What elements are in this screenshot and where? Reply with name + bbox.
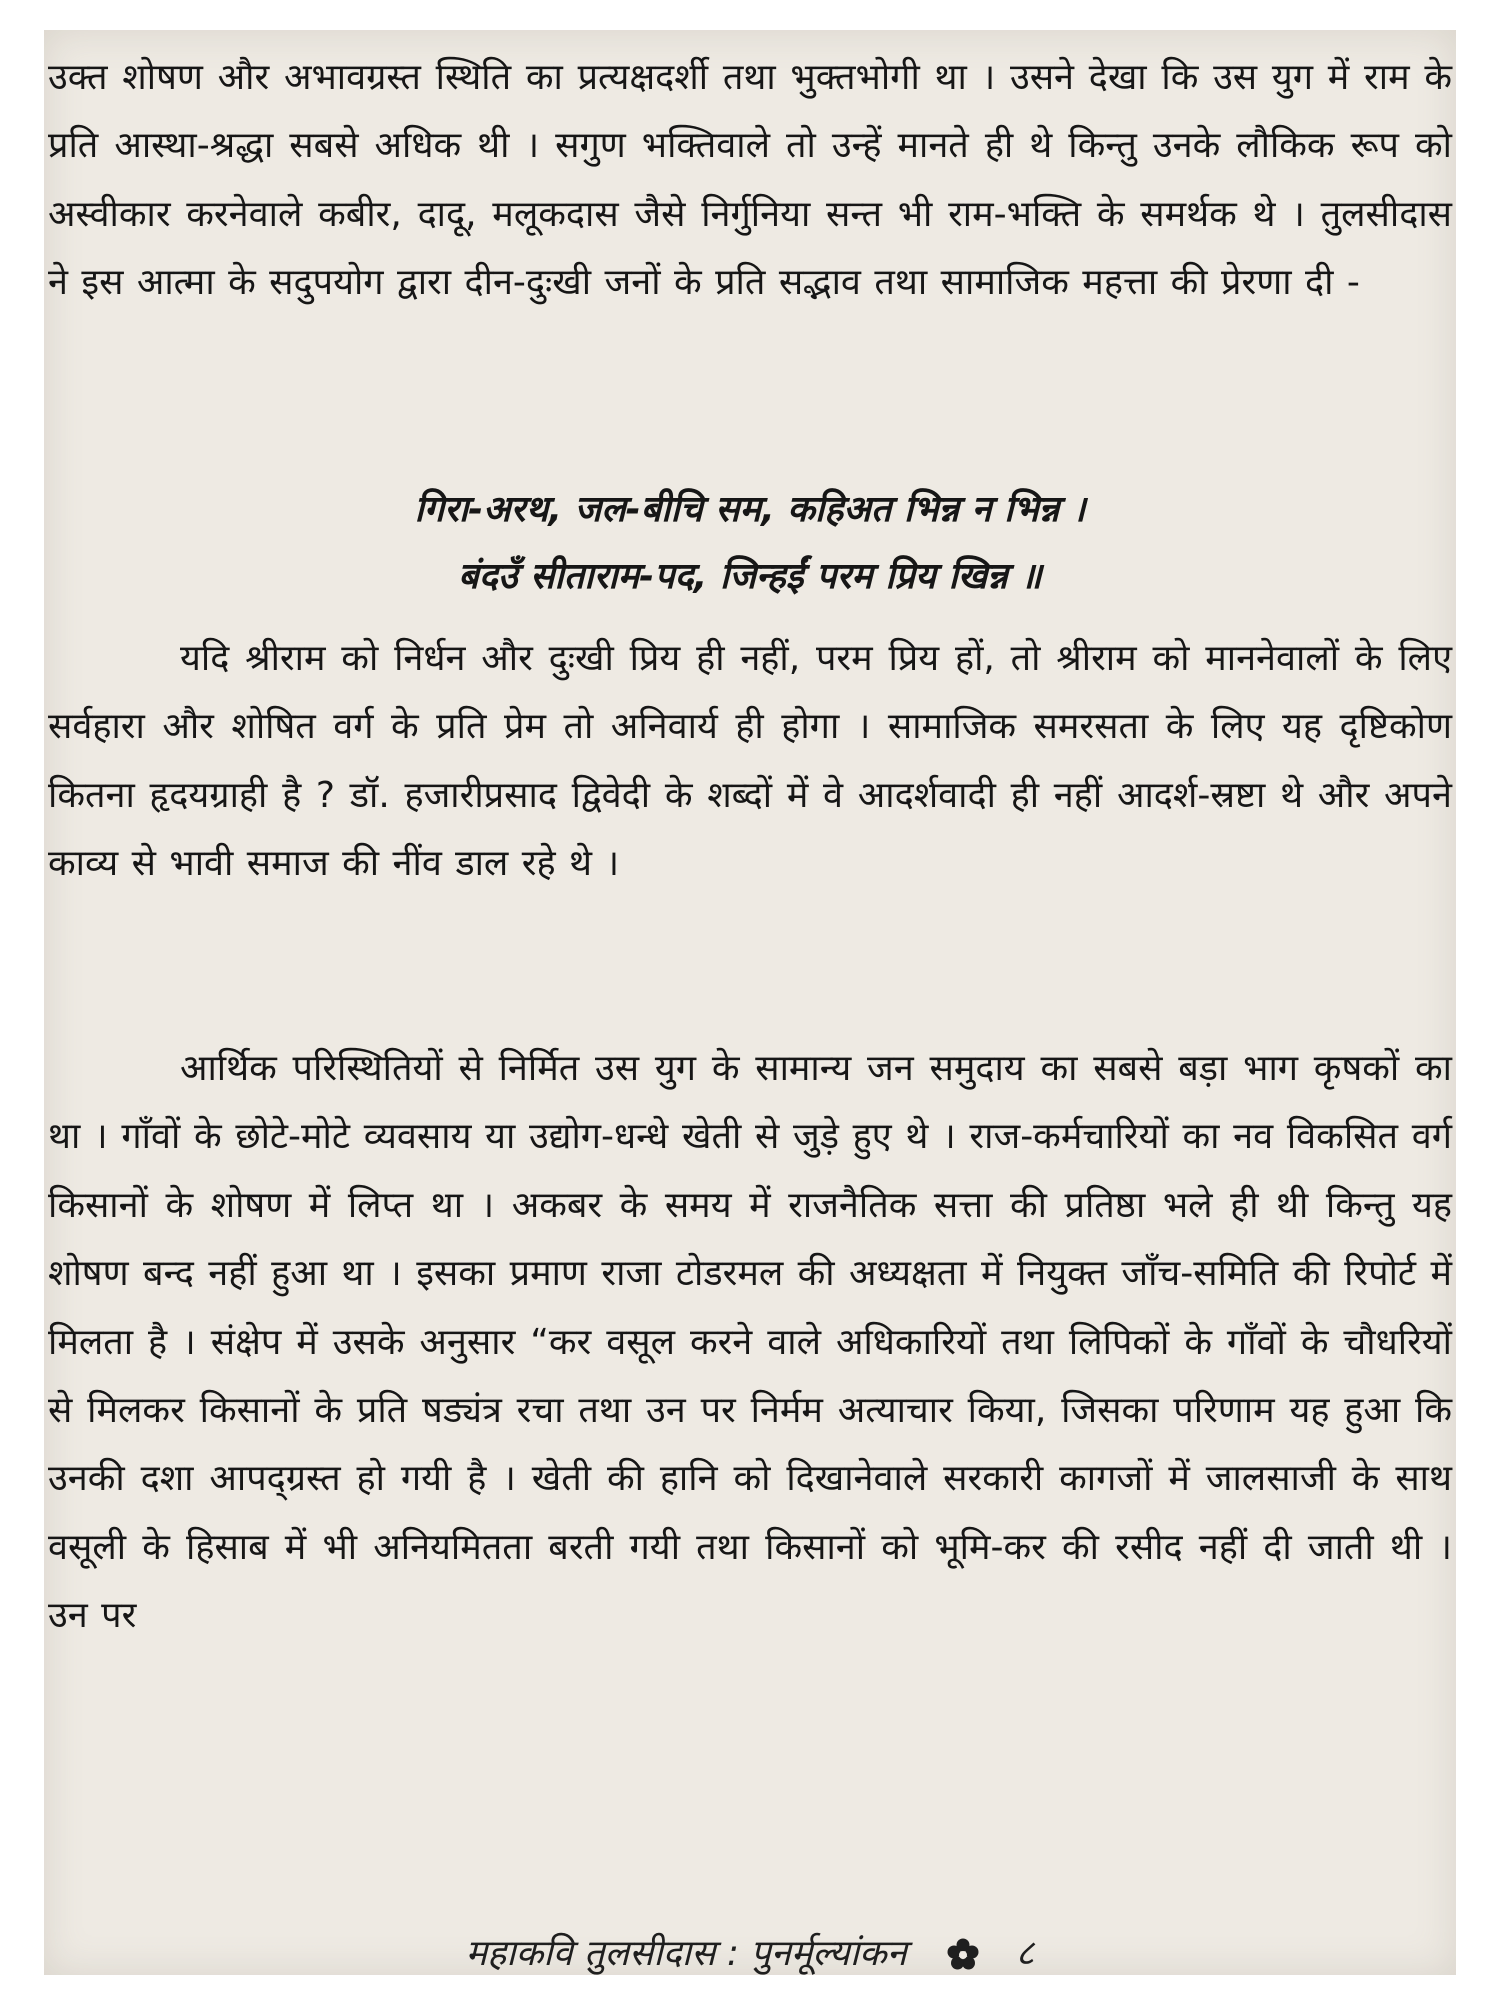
flower-icon: [946, 1937, 980, 1971]
verse-line-2: बंदउँ सीताराम-पद, जिन्हईं परम प्रिय खिन्न ॥: [458, 556, 1042, 597]
paragraph-1: उक्त शोषण और अभावग्रस्त स्थिति का प्रत्यक्षदर्शी तथा भुक्तभोगी था । उसने देखा कि उस युग में राम के प्रति आस्था-श्रद्धा सबसे अधिक थी । सगुण भक्तिवाले तो उन्हें मानते ही थे किन्तु उनके लौकिक रूप को अस्वीकार करनेवाले कबीर, दादू, मलूकदास जैसे निर्गुनिया सन्त भी राम-भक्ति के समर्थक थे । तुलसीदास ने इस आत्मा के सदुपयोग द्वारा दीन-दुःखी जनों के प्रति सद्भाव तथा सामाजिक महत्ता की प्रेरणा दी -: [48, 57, 1452, 304]
paragraph-3: आर्थिक परिस्थितियों से निर्मित उस युग के सामान्य जन समुदाय का सबसे बड़ा भाग कृषकों का था । गाँवों के छोटे-मोटे व्यवसाय या उद्योग-धन्धे खेती से जुड़े हुए थे । राज-कर्मचारियों का नव विकसित वर्ग किसानों के शोषण में लिप्त था । अकबर के समय में राजनैतिक सत्ता की प्रतिष्ठा भले ही थी किन्तु यह शोषण बन्द नहीं हुआ था । इसका प्रमाण राजा टोडरमल की अध्यक्षता में नियुक्त जाँच-समिति की रिपोर्ट में मिलता है । संक्षेप में उसके अनुसार “कर वसूल करने वाले अधिकारियों तथा लिपिकों के गाँवों के चौधरियों से मिलकर किसानों के प्रति षड्यंत्र रचा तथा उन पर निर्मम अत्याचार किया, जिसका परिणाम यह हुआ कि उनकी दशा आपद्ग्रस्त हो गयी है । खेती की हानि को दिखानेवाले सरकारी कागजों में जालसाजी के साथ वसूली के हिसाब में भी अनियमितता बरती गयी तथा किसानों को भूमि-कर की रसीद नहीं दी जाती थी । उन पर: [48, 1048, 1452, 1637]
paragraph-2: यदि श्रीराम को निर्धन और दुःखी प्रिय ही नहीं, परम प्रिय हों, तो श्रीराम को माननेवालों के लिए सर्वहारा और शोषित वर्ग के प्रति प्रेम तो अनिवार्य ही होगा । सामाजिक समरसता के लिए यह दृष्टिकोण कितना हृदयग्राही है ? डॉ. हजारीप्रसाद द्विवेदी के शब्दों में वे आदर्शवादी ही नहीं आदर्श-स्रष्टा थे और अपने काव्य से भावी समाज की नींव डाल रहे थे ।: [48, 638, 1452, 885]
verse-line-1: गिरा-अरथ, जल-बीचि सम, कहिअत भिन्न न भिन्न ।: [414, 489, 1086, 530]
footer-book-title: महाकवि तुलसीदास : पुनर्मूल्यांकन: [465, 1933, 907, 1974]
page-number: ८: [1015, 1933, 1035, 1974]
page-footer: [44, 1935, 1456, 1972]
book-page: [44, 30, 1456, 1975]
